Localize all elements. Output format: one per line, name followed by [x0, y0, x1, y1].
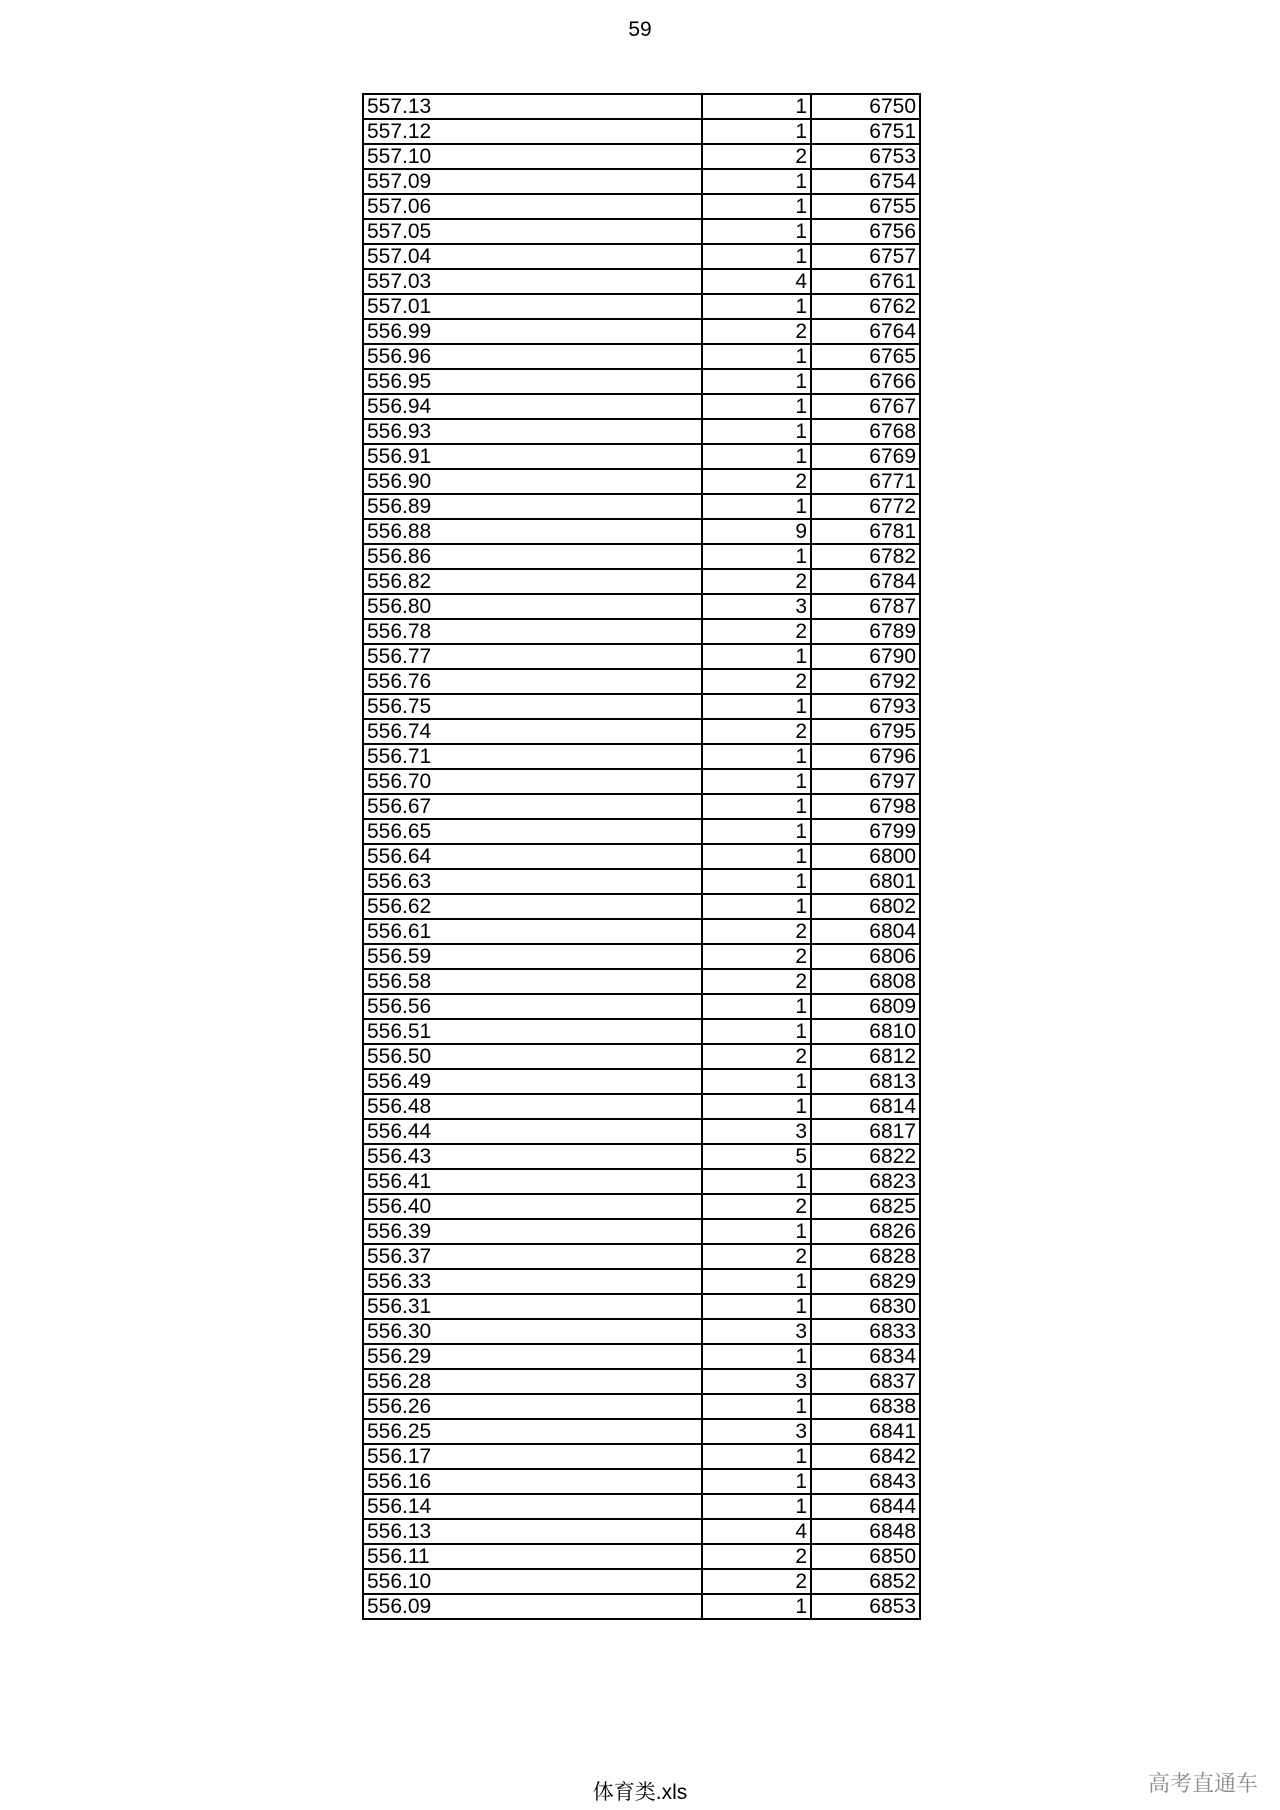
score-cell: 556.30 [363, 1319, 702, 1344]
count-cell: 1 [702, 1269, 811, 1294]
score-cell: 556.09 [363, 1594, 702, 1619]
score-cell: 556.94 [363, 394, 702, 419]
count-cell: 1 [702, 244, 811, 269]
cumulative-cell: 6823 [811, 1169, 920, 1194]
score-cell: 556.70 [363, 769, 702, 794]
count-cell: 2 [702, 569, 811, 594]
score-cell: 556.33 [363, 1269, 702, 1294]
table-row [363, 944, 920, 969]
cumulative-cell: 6837 [811, 1369, 920, 1394]
score-cell: 556.16 [363, 1469, 702, 1494]
score-cell: 556.99 [363, 319, 702, 344]
cumulative-cell: 6852 [811, 1569, 920, 1594]
score-cell: 556.10 [363, 1569, 702, 1594]
table-row [363, 394, 920, 419]
count-cell: 1 [702, 1344, 811, 1369]
cumulative-cell: 6850 [811, 1544, 920, 1569]
table-row [363, 144, 920, 169]
cumulative-cell: 6771 [811, 469, 920, 494]
count-cell: 2 [702, 969, 811, 994]
score-cell: 556.26 [363, 1394, 702, 1419]
cumulative-cell: 6769 [811, 444, 920, 469]
cumulative-cell: 6817 [811, 1119, 920, 1144]
score-cell: 556.14 [363, 1494, 702, 1519]
score-cell: 556.48 [363, 1094, 702, 1119]
score-cell: 557.05 [363, 219, 702, 244]
table-row [363, 694, 920, 719]
table-row [363, 1244, 920, 1269]
count-cell: 3 [702, 594, 811, 619]
count-cell: 1 [702, 744, 811, 769]
count-cell: 1 [702, 1094, 811, 1119]
count-cell: 2 [702, 619, 811, 644]
score-cell: 556.51 [363, 1019, 702, 1044]
table-row [363, 794, 920, 819]
score-cell: 556.31 [363, 1294, 702, 1319]
count-cell: 1 [702, 769, 811, 794]
count-cell: 1 [702, 869, 811, 894]
score-cell: 556.25 [363, 1419, 702, 1444]
table-row [363, 1119, 920, 1144]
score-cell: 556.77 [363, 644, 702, 669]
cumulative-cell: 6810 [811, 1019, 920, 1044]
table-row [363, 119, 920, 144]
score-cell: 556.39 [363, 1219, 702, 1244]
count-cell: 2 [702, 319, 811, 344]
table-row [363, 1394, 920, 1419]
score-cell: 556.86 [363, 544, 702, 569]
table-row [363, 1169, 920, 1194]
table-row [363, 1469, 920, 1494]
count-cell: 1 [702, 94, 811, 119]
table-row [363, 594, 920, 619]
table-row [363, 169, 920, 194]
cumulative-cell: 6809 [811, 994, 920, 1019]
table-row [363, 544, 920, 569]
score-cell: 557.06 [363, 194, 702, 219]
score-cell: 556.62 [363, 894, 702, 919]
count-cell: 5 [702, 1144, 811, 1169]
table-row [363, 1519, 920, 1544]
table-row [363, 869, 920, 894]
count-cell: 9 [702, 519, 811, 544]
table-row [363, 1494, 920, 1519]
count-cell: 1 [702, 169, 811, 194]
count-cell: 2 [702, 669, 811, 694]
score-cell: 556.65 [363, 819, 702, 844]
count-cell: 1 [702, 194, 811, 219]
footer-filename: 体育类.xls [592, 1781, 688, 1804]
count-cell: 1 [702, 419, 811, 444]
score-cell: 557.03 [363, 269, 702, 294]
cumulative-cell: 6841 [811, 1419, 920, 1444]
score-cell: 557.12 [363, 119, 702, 144]
score-cell: 556.11 [363, 1544, 702, 1569]
table-row [363, 494, 920, 519]
score-cell: 556.37 [363, 1244, 702, 1269]
table-row [363, 844, 920, 869]
count-cell: 2 [702, 719, 811, 744]
cumulative-cell: 6813 [811, 1069, 920, 1094]
table-row [363, 1069, 920, 1094]
score-cell: 556.96 [363, 344, 702, 369]
table-row [363, 619, 920, 644]
count-cell: 1 [702, 369, 811, 394]
count-cell: 1 [702, 1294, 811, 1319]
count-cell: 1 [702, 1069, 811, 1094]
count-cell: 1 [702, 794, 811, 819]
count-cell: 3 [702, 1119, 811, 1144]
count-cell: 2 [702, 1194, 811, 1219]
table-row [363, 1344, 920, 1369]
cumulative-cell: 6782 [811, 544, 920, 569]
score-cell: 556.17 [363, 1444, 702, 1469]
cumulative-cell: 6853 [811, 1594, 920, 1619]
score-cell: 556.95 [363, 369, 702, 394]
cumulative-cell: 6830 [811, 1294, 920, 1319]
score-cell: 556.58 [363, 969, 702, 994]
count-cell: 1 [702, 819, 811, 844]
count-cell: 1 [702, 544, 811, 569]
table-row [363, 1269, 920, 1294]
score-cell: 556.90 [363, 469, 702, 494]
table-row [363, 1444, 920, 1469]
score-cell: 556.93 [363, 419, 702, 444]
table-row [363, 419, 920, 444]
count-cell: 2 [702, 1044, 811, 1069]
table-row [363, 669, 920, 694]
count-cell: 1 [702, 1394, 811, 1419]
score-cell: 556.44 [363, 1119, 702, 1144]
cumulative-cell: 6812 [811, 1044, 920, 1069]
cumulative-cell: 6795 [811, 719, 920, 744]
count-cell: 1 [702, 1169, 811, 1194]
score-cell: 556.29 [363, 1344, 702, 1369]
count-cell: 2 [702, 1569, 811, 1594]
table-row [363, 569, 920, 594]
cumulative-cell: 6753 [811, 144, 920, 169]
table-row [363, 294, 920, 319]
score-cell: 556.82 [363, 569, 702, 594]
table-row [363, 744, 920, 769]
table-row [363, 344, 920, 369]
table-row [363, 369, 920, 394]
cumulative-cell: 6765 [811, 344, 920, 369]
table-row [363, 219, 920, 244]
count-cell: 4 [702, 269, 811, 294]
cumulative-cell: 6798 [811, 794, 920, 819]
count-cell: 2 [702, 144, 811, 169]
count-cell: 1 [702, 894, 811, 919]
score-cell: 556.80 [363, 594, 702, 619]
cumulative-cell: 6790 [811, 644, 920, 669]
table-row [363, 919, 920, 944]
cumulative-cell: 6843 [811, 1469, 920, 1494]
cumulative-cell: 6750 [811, 94, 920, 119]
score-cell: 556.76 [363, 669, 702, 694]
count-cell: 2 [702, 1544, 811, 1569]
cumulative-cell: 6766 [811, 369, 920, 394]
cumulative-cell: 6799 [811, 819, 920, 844]
table-row [363, 1144, 920, 1169]
table-row [363, 994, 920, 1019]
count-cell: 1 [702, 694, 811, 719]
table-row [363, 1594, 920, 1619]
table-row [363, 1219, 920, 1244]
cumulative-cell: 6829 [811, 1269, 920, 1294]
cumulative-cell: 6828 [811, 1244, 920, 1269]
table-row [363, 1569, 920, 1594]
table-row [363, 519, 920, 544]
table-row [363, 819, 920, 844]
count-cell: 2 [702, 469, 811, 494]
cumulative-cell: 6751 [811, 119, 920, 144]
watermark-text: 高考直通车 [1147, 1772, 1258, 1797]
count-cell: 1 [702, 494, 811, 519]
cumulative-cell: 6826 [811, 1219, 920, 1244]
count-cell: 1 [702, 1219, 811, 1244]
cumulative-cell: 6754 [811, 169, 920, 194]
table-row [363, 969, 920, 994]
table-row [363, 444, 920, 469]
score-cell: 556.49 [363, 1069, 702, 1094]
cumulative-cell: 6772 [811, 494, 920, 519]
table-row [363, 1544, 920, 1569]
cumulative-cell: 6784 [811, 569, 920, 594]
count-cell: 2 [702, 944, 811, 969]
table-row [363, 94, 920, 119]
cumulative-cell: 6757 [811, 244, 920, 269]
cumulative-cell: 6822 [811, 1144, 920, 1169]
cumulative-cell: 6825 [811, 1194, 920, 1219]
table-row [363, 469, 920, 494]
cumulative-cell: 6756 [811, 219, 920, 244]
cumulative-cell: 6834 [811, 1344, 920, 1369]
table-row [363, 269, 920, 294]
score-cell: 557.09 [363, 169, 702, 194]
score-table [362, 93, 921, 1620]
cumulative-cell: 6800 [811, 844, 920, 869]
score-cell: 557.10 [363, 144, 702, 169]
cumulative-cell: 6789 [811, 619, 920, 644]
score-cell: 556.63 [363, 869, 702, 894]
cumulative-cell: 6806 [811, 944, 920, 969]
table-row [363, 769, 920, 794]
count-cell: 2 [702, 919, 811, 944]
score-cell: 556.88 [363, 519, 702, 544]
count-cell: 1 [702, 644, 811, 669]
score-cell: 556.56 [363, 994, 702, 1019]
score-cell: 556.59 [363, 944, 702, 969]
count-cell: 1 [702, 994, 811, 1019]
count-cell: 3 [702, 1369, 811, 1394]
table-row [363, 194, 920, 219]
score-cell: 556.61 [363, 919, 702, 944]
score-cell: 556.71 [363, 744, 702, 769]
score-cell: 556.91 [363, 444, 702, 469]
cumulative-cell: 6797 [811, 769, 920, 794]
score-cell: 557.04 [363, 244, 702, 269]
count-cell: 1 [702, 219, 811, 244]
score-table-body [363, 94, 920, 1619]
cumulative-cell: 6787 [811, 594, 920, 619]
count-cell: 1 [702, 394, 811, 419]
table-row [363, 1419, 920, 1444]
count-cell: 1 [702, 444, 811, 469]
score-cell: 556.75 [363, 694, 702, 719]
score-cell: 556.41 [363, 1169, 702, 1194]
score-cell: 557.01 [363, 294, 702, 319]
table-row [363, 1294, 920, 1319]
cumulative-cell: 6802 [811, 894, 920, 919]
cumulative-cell: 6801 [811, 869, 920, 894]
cumulative-cell: 6767 [811, 394, 920, 419]
cumulative-cell: 6848 [811, 1519, 920, 1544]
count-cell: 1 [702, 1019, 811, 1044]
score-cell: 556.28 [363, 1369, 702, 1394]
table-row [363, 319, 920, 344]
cumulative-cell: 6796 [811, 744, 920, 769]
count-cell: 3 [702, 1419, 811, 1444]
score-cell: 556.67 [363, 794, 702, 819]
count-cell: 4 [702, 1519, 811, 1544]
cumulative-cell: 6761 [811, 269, 920, 294]
count-cell: 3 [702, 1319, 811, 1344]
cumulative-cell: 6838 [811, 1394, 920, 1419]
score-cell: 556.89 [363, 494, 702, 519]
score-cell: 556.13 [363, 1519, 702, 1544]
score-cell: 556.50 [363, 1044, 702, 1069]
cumulative-cell: 6781 [811, 519, 920, 544]
cumulative-cell: 6814 [811, 1094, 920, 1119]
count-cell: 1 [702, 294, 811, 319]
cumulative-cell: 6755 [811, 194, 920, 219]
table-row [363, 1044, 920, 1069]
count-cell: 1 [702, 1494, 811, 1519]
cumulative-cell: 6762 [811, 294, 920, 319]
cumulative-cell: 6842 [811, 1444, 920, 1469]
table-row [363, 244, 920, 269]
count-cell: 1 [702, 344, 811, 369]
cumulative-cell: 6792 [811, 669, 920, 694]
table-row [363, 719, 920, 744]
table-row [363, 1319, 920, 1344]
score-cell: 556.40 [363, 1194, 702, 1219]
cumulative-cell: 6764 [811, 319, 920, 344]
cumulative-cell: 6844 [811, 1494, 920, 1519]
page-number: 59 [628, 18, 652, 41]
cumulative-cell: 6804 [811, 919, 920, 944]
score-cell: 557.13 [363, 94, 702, 119]
score-cell: 556.43 [363, 1144, 702, 1169]
table-row [363, 894, 920, 919]
score-cell: 556.74 [363, 719, 702, 744]
count-cell: 1 [702, 1444, 811, 1469]
count-cell: 1 [702, 1594, 811, 1619]
score-cell: 556.64 [363, 844, 702, 869]
table-row [363, 1019, 920, 1044]
count-cell: 2 [702, 1244, 811, 1269]
table-row [363, 644, 920, 669]
cumulative-cell: 6833 [811, 1319, 920, 1344]
table-row [363, 1094, 920, 1119]
table-row [363, 1194, 920, 1219]
count-cell: 1 [702, 844, 811, 869]
count-cell: 1 [702, 1469, 811, 1494]
cumulative-cell: 6793 [811, 694, 920, 719]
score-cell: 556.78 [363, 619, 702, 644]
count-cell: 1 [702, 119, 811, 144]
cumulative-cell: 6808 [811, 969, 920, 994]
cumulative-cell: 6768 [811, 419, 920, 444]
table-row [363, 1369, 920, 1394]
